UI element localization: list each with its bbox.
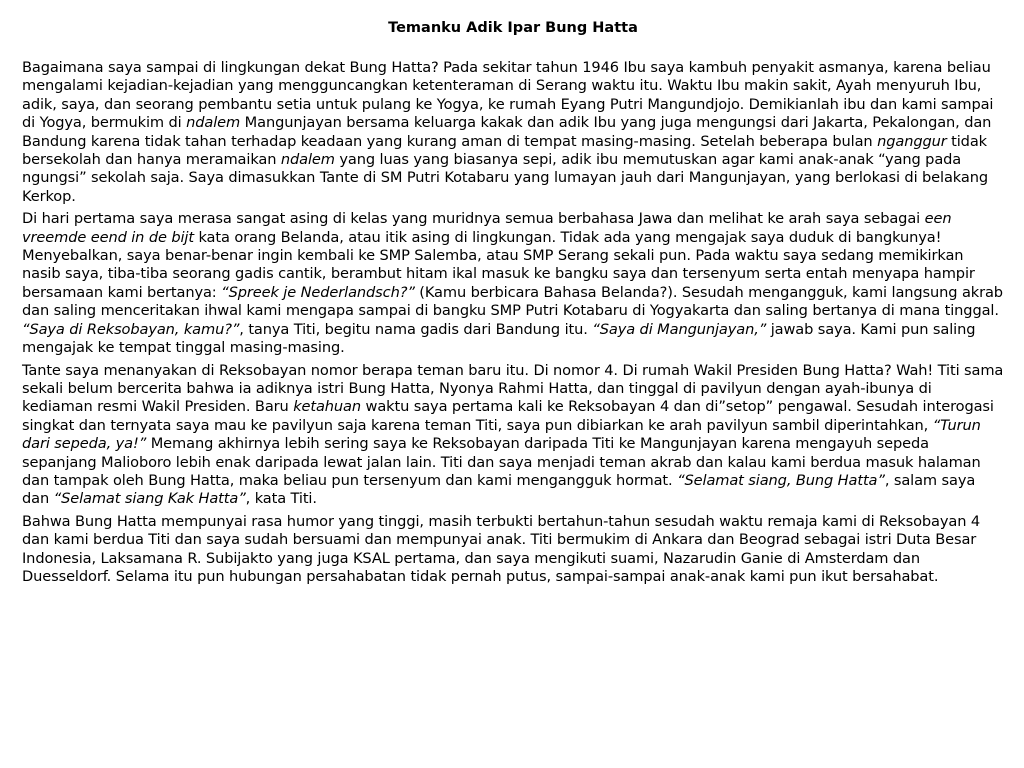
text-run: Mangunjayan bersama keluarga kakak dan adik Ibu yang juga mengungsi dari Jakarta, Pekalongan, dan Bandung karena tidak tahan terhadap keadaan yang kurang aman di tempat masing-masing. Setelah beberapa bulan	[22, 114, 992, 150]
text-run: Bagaimana saya sampai di lingkungan dekat Bung Hatta? Pada sekitar tahun 1946 Ibu saya kambuh penyakit asmanya, karena beliau mengalami kejadian-kejadian yang mengguncangkan ketenteraman di Serang waktu itu. Waktu Ibu makin sakit, Ayah menyuruh Ibu, adik, saya, dan seorang pembantu setia untuk pulang ke Yogya, ke rumah Eyang Putri Mangundjojo. Demikianlah ibu dan kami sampai di Yogya, bermukim di	[22, 59, 994, 132]
text-run: , tanya Titi, begitu nama gadis dari Bandung itu.	[239, 320, 593, 338]
paragraph	[22, 59, 1004, 206]
italic-text-run: “Spreek je Nederlandsch?”	[221, 283, 415, 301]
text-run: waktu saya pertama kali ke Reksobayan 4 dan di”setop” pengawal. Sesudah interogasi singkat dan ternyata saya mau ke pavilyun saja karena teman Titi, saya pun dibiarkan ke arah pavilyun sambil diperintahkan,	[22, 398, 994, 434]
text-run: yang luas yang biasanya sepi, adik ibu memutuskan agar kami anak-anak “yang pada ngungsi” sekolah saja. Saya dimasukkan Tante di SM Putri Kotabaru yang lumayan jauh dari Mangunjayan, yang berlokasi di belakang Kerkop.	[22, 151, 988, 205]
text-run: , salam saya dan	[22, 471, 976, 508]
document-title: Temanku Adik Ipar Bung Hatta	[388, 20, 638, 36]
paragraph	[22, 210, 1004, 357]
text-run: Memang akhirnya lebih sering saya ke Reksobayan daripada Titi ke Mangunjayan karena mengayuh sepeda sepanjang Malioboro lebih enak daripada lewat jalan lain. Titi dan saya menjadi teman akrab dan kalau kami berdua masuk halaman dan tampak oleh Bung Hatta, maka beliau pun tersenyum dan kami mengangguk hormat.	[22, 435, 981, 489]
italic-text-run: “Selamat siang Kak Hatta”	[53, 490, 246, 508]
italic-text-run: “Saya di Mangunjayan,”	[592, 320, 767, 338]
text-run: Tante saya menanyakan di Reksobayan nomor berapa teman baru itu. Di nomor 4. Di rumah Wakil Presiden Bung Hatta? Wah! Titi sama sekali belum bercerita bahwa ia adiknya istri Bung Hatta, Nyonya Rahmi Hatta, dan tinggal di pavilyun dengan ayah-ibunya di kediaman resmi Wakil Presiden. Baru	[22, 361, 1004, 416]
document-body	[22, 59, 1004, 586]
text-run: tidak bersekolah dan hanya meramaikan	[22, 132, 987, 169]
text-run: kata orang Belanda, atau itik asing di lingkungan. Tidak ada yang mengajak saya duduk di bangkunya! Menyebalkan, saya benar-benar ingin kembali ke SMP Salemba, atau SMP Serang sekali pun. Pada waktu saya sedang memikirkan nasib saya, tiba-tiba seorang gadis cantik, berambut hitam ikal masuk ke bangku saya dan tersenyum serta entah menyapa hampir bersamaan kami bertanya:	[22, 228, 975, 301]
italic-text-run: ndalem	[280, 151, 335, 169]
paragraph	[22, 513, 1004, 587]
text-run: (Kamu berbicara Bahasa Belanda?). Sesudah mengangguk, kami langsung akrab dan saling menceritakan ihwal kami mengapa sampai di bangku SMP Putri Kotabaru di Yogyakarta dan saling bertanya di mana tinggal.	[22, 283, 1003, 320]
italic-text-run: nganggur	[877, 132, 947, 150]
text-run: , kata Titi.	[245, 490, 317, 508]
italic-text-run: “Selamat siang, Bung Hatta”	[677, 471, 885, 489]
italic-text-run: “Saya di Reksobayan, kamu?”	[22, 320, 240, 338]
italic-text-run: ketahuan	[293, 398, 362, 416]
italic-text-run: ndalem	[186, 114, 241, 132]
paragraph	[22, 362, 1004, 509]
italic-text-run: “Turun dari sepeda, ya!”	[22, 416, 981, 453]
text-run: Bahwa Bung Hatta mempunyai rasa humor yang tinggi, masih terbukti bertahun-tahun sesudah waktu remaja kami di Reksobayan 4 dan kami berdua Titi dan saya sudah bersuami dan mempunyai anak. Titi bermukim di Ankara dan Beograd sebagai istri Duta Besar Indonesia, Laksamana R. Subijakto yang juga KSAL pertama, dan saya mengikuti suami, Nazarudin Ganie di Amsterdam dan Duesseldorf. Selama itu pun hubungan persahabatan tidak pernah putus, sampai-sampai anak-anak kami pun ikut bersahabat.	[22, 512, 981, 585]
italic-text-run: een vreemde eend in de bijt	[22, 210, 952, 246]
text-run: jawab saya. Kami pun saling mengajak ke tempat tinggal masing-masing.	[22, 320, 976, 357]
document-page	[22, 18, 1004, 758]
text-run: Di hari pertama saya merasa sangat asing di kelas yang muridnya semua berbahasa Jawa dan melihat ke arah saya sebagai	[22, 210, 925, 228]
